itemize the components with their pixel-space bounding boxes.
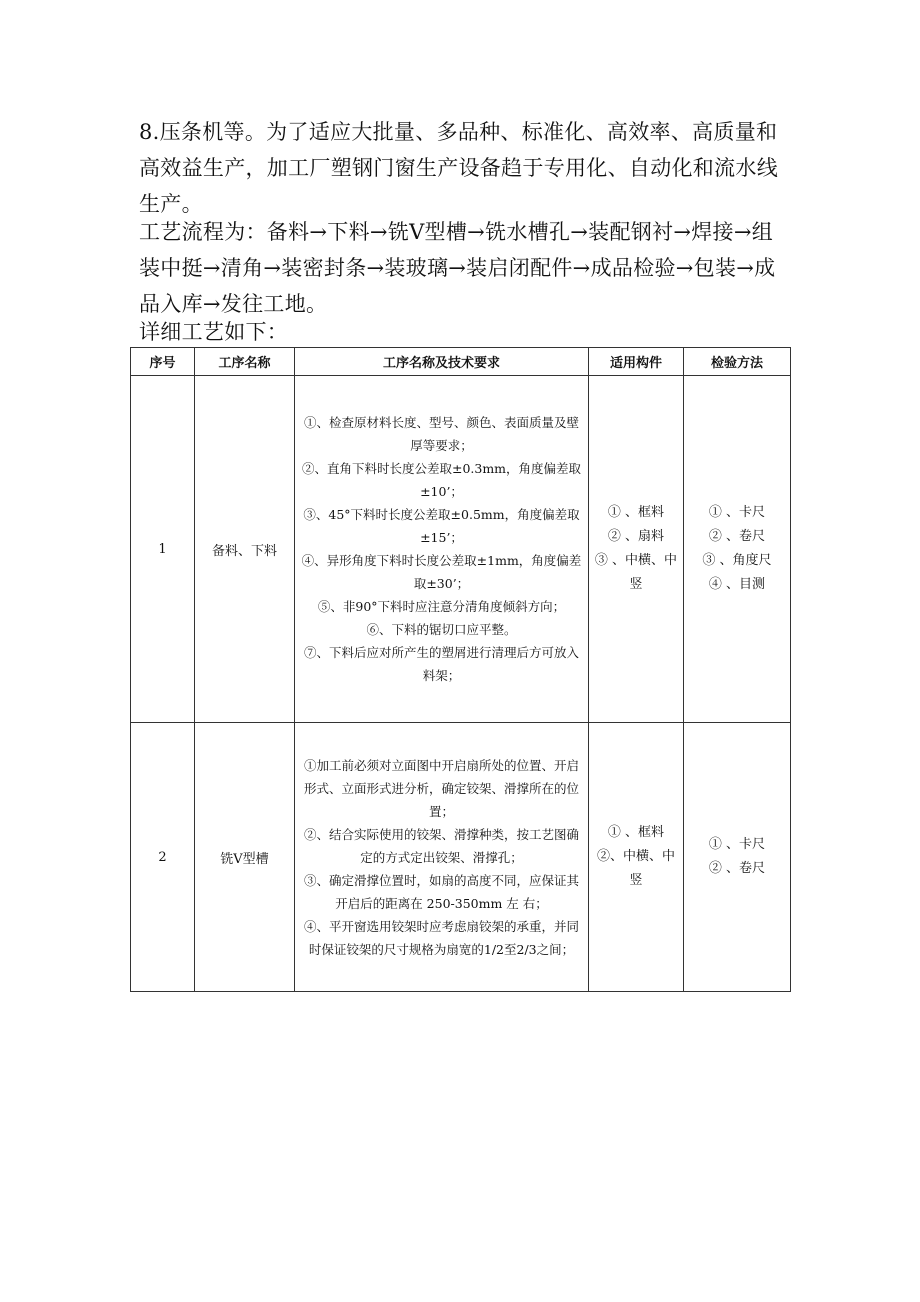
component-item: ②、中横、中竖 <box>596 849 675 888</box>
requirement-item: ①加工前必须对立面图中开启扇所处的位置、开启形式、立面形式进分析，确定铰架、滑撑所在的位置； <box>303 757 579 819</box>
row-components <box>589 723 684 992</box>
header-process-name: 工序名称 <box>195 348 295 376</box>
row-process-name: 铣V型槽 <box>195 723 295 992</box>
component-item: ③ 、中横、中竖 <box>594 553 678 592</box>
row-components <box>589 376 684 723</box>
requirement-item: ②、直角下料时长度公差取±0.3mm，角度偏差取±10’； <box>301 461 582 499</box>
table-row <box>131 376 791 723</box>
row-inspection <box>684 376 791 723</box>
inspection-item: ④ 、目测 <box>708 577 766 592</box>
row-requirements <box>295 376 589 723</box>
row-no: 1 <box>131 376 195 723</box>
row-no: 2 <box>131 723 195 992</box>
requirement-item: ③、确定滑撑位置时，如扇的高度不同，应保证其开启后的距离在 250-350mm 左 右； <box>303 872 579 911</box>
intro-paragraph-process-flow: 工艺流程为：备料→下料→铣V型槽→铣水槽孔→装配钢衬→焊接→组装中挺→清角→装密封条→装玻璃→装启闭配件→成品检验→包装→成品入库→发往工地。 <box>139 220 776 316</box>
header-requirements: 工序名称及技术要求 <box>295 348 589 376</box>
inspection-item: ② 、卷尺 <box>708 861 766 876</box>
component-item: ① 、框料 <box>607 825 665 840</box>
table-row <box>131 723 791 992</box>
header-components: 适用构件 <box>589 348 684 376</box>
header-no: 序号 <box>131 348 195 376</box>
requirement-item: ④、平开窗选用铰架时应考虑扇铰架的承重，并同时保证铰架的尺寸规格为扇宽的1/2至2/3之间； <box>303 918 579 957</box>
row-inspection <box>684 723 791 992</box>
requirement-item: ②、结合实际使用的铰架、滑撑种类，按工艺图确定的方式定出铰架、滑撑孔； <box>303 826 579 865</box>
requirement-item: ①、检查原材料长度、型号、颜色、表面质量及壁厚等要求； <box>303 415 579 453</box>
intro-paragraph-details-heading: 详细工艺如下： <box>139 320 289 344</box>
requirement-item: ⑥、下料的锯切口应平整。 <box>366 622 517 637</box>
inspection-item: ① 、卡尺 <box>708 837 766 852</box>
component-item: ② 、扇料 <box>607 529 665 544</box>
inspection-item: ① 、卡尺 <box>708 505 766 520</box>
inspection-item: ③ 、角度尺 <box>702 553 772 568</box>
row-requirements <box>295 723 589 992</box>
process-table <box>130 347 791 992</box>
header-inspection: 检验方法 <box>684 348 791 376</box>
intro-paragraph-equipment: 8.压条机等。为了适应大批量、多品种、标准化、高效率、高质量和高效益生产，加工厂塑钢门窗生产设备趋于专用化、自动化和流水线生产。 <box>139 120 778 216</box>
requirement-item: ⑦、下料后应对所产生的塑屑进行清理后方可放入料架； <box>303 645 579 683</box>
requirement-item: ⑤、非90°下料时应注意分清角度倾斜方向； <box>317 599 566 614</box>
table-header-row <box>131 348 791 376</box>
component-item: ① 、框料 <box>607 505 665 520</box>
row-process-name: 备料、下料 <box>195 376 295 723</box>
requirement-item: ④、异形角度下料时长度公差取±1mm，角度偏差取±30’； <box>301 553 582 591</box>
inspection-item: ② 、卷尺 <box>708 529 766 544</box>
requirement-item: ③、45°下料时长度公差取±0.5mm，角度偏差取±15’； <box>303 507 580 545</box>
